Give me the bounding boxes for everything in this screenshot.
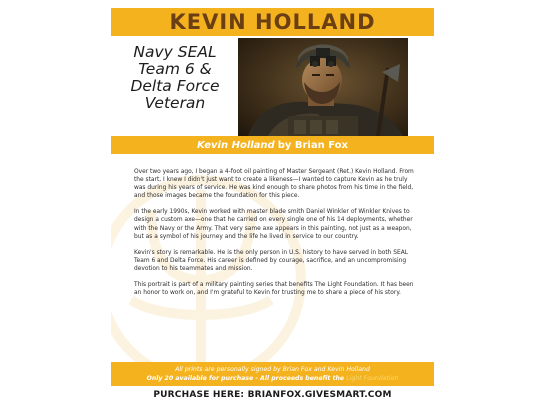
byline-author: by Brian Fox — [277, 139, 348, 151]
subtitle-line: Delta Force — [130, 77, 220, 95]
article-body — [134, 168, 414, 305]
subtitle-line: Team 6 & — [138, 60, 212, 78]
footer-band — [111, 362, 434, 386]
purchase-link[interactable]: PURCHASE HERE: BRIANFOX.GIVESMART.COM — [153, 390, 392, 400]
subtitle — [115, 44, 235, 112]
subtitle-line: Veteran — [144, 94, 206, 112]
paragraph: Over two years ago, I began a 4-foot oil painting of Master Sergeant (Ret.) Kevin Holland. From the start, I knew I didn't just want to create a likeness—I wanted to capture Kevin as he truly was during his years of service. He was kind enough to share photos from his time in the field, and those images became the foundation for this piece. — [134, 169, 414, 200]
portrait-painting — [238, 38, 408, 136]
availability-note — [111, 374, 434, 383]
byline-band — [111, 136, 434, 154]
paragraph: In the early 1990s, Kevin worked with master blade smith Daniel Winkler of Winkler Knives to design a custom axe—one that he carried on every single one of his 14 deployments, whether with the Navy or the Army. That very same axe appears in this painting, not just as a weapon, but as a symbol of his journey and the life he lived in service to our country. — [134, 209, 413, 240]
signed-note: All prints are personally signed by Brian Fox and Kevin Holland — [175, 366, 370, 373]
availability-text: Only 20 available for purchase - All proceeds benefit the — [146, 375, 345, 382]
flyer — [111, 0, 434, 408]
foundation-name: Light Foundation — [346, 375, 399, 382]
header-band — [111, 8, 434, 36]
paragraph: Kevin's story is remarkable. He is the only person in U.S. history to have served in both SEAL Team 6 and Delta Force. His career is defined by courage, sacrifice, and an uncompromising devotion to his teammates and mission. — [134, 249, 409, 272]
header-title: KEVIN HOLLAND — [169, 10, 376, 34]
byline-name: Kevin Holland — [197, 139, 275, 151]
paragraph: This portrait is part of a military painting series that benefits The Light Foundation. It has been an honor to work on, and I'm grateful to Kevin for trusting me to share a piece of his story. — [134, 282, 414, 297]
subtitle-line: Navy SEAL — [133, 43, 217, 61]
